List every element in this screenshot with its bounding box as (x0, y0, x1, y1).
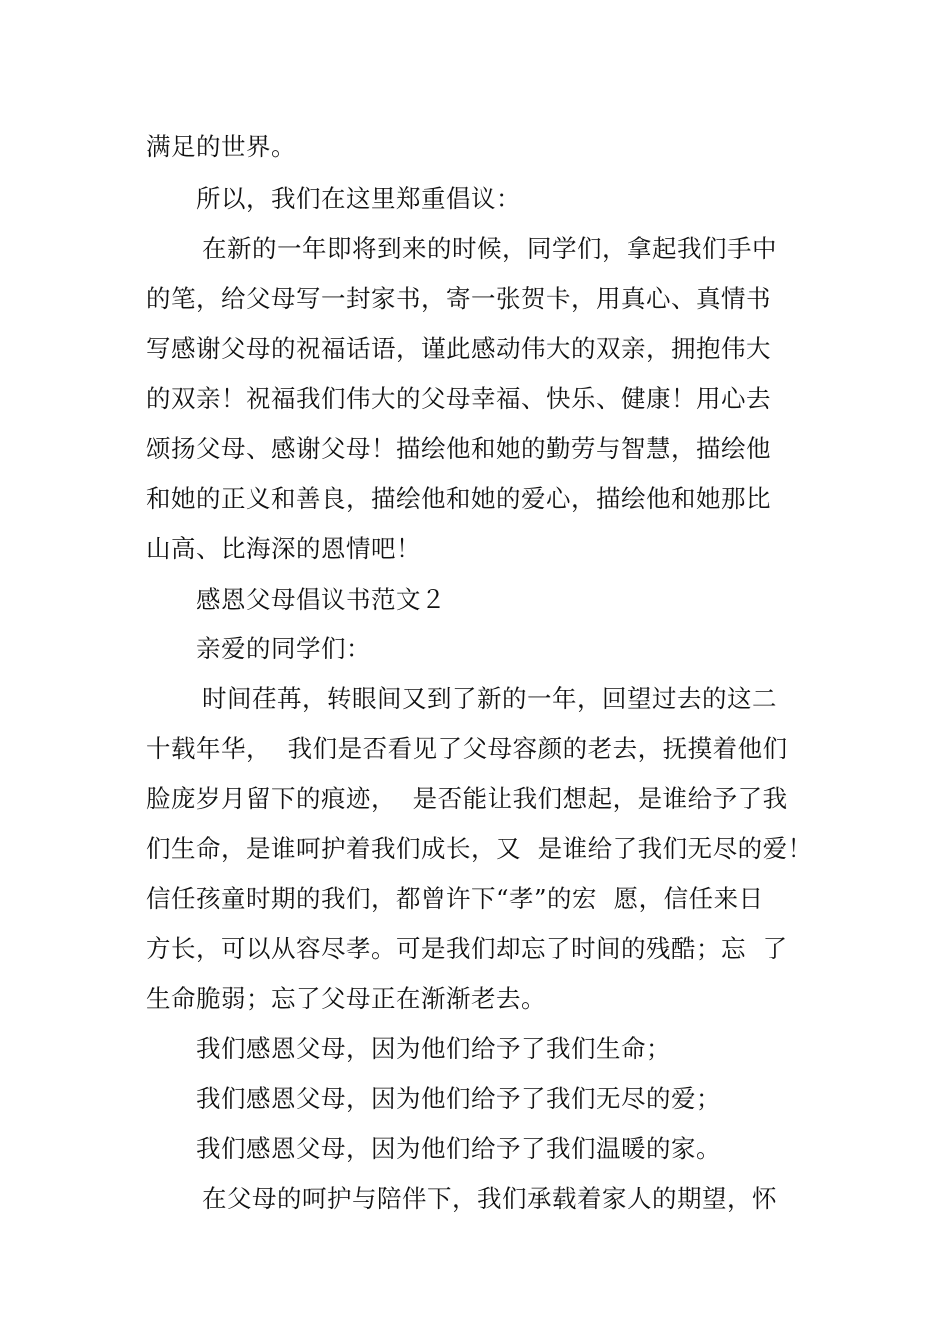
text-line: 写感谢父母的祝福话语，谨此感动伟大的双亲，拥抱伟大 (146, 334, 771, 363)
text-line: 信任孩童时期的我们，都曾许下“孝”的宏 愿，信任来日 (146, 884, 764, 913)
salutation: 亲爱的同学们： (196, 634, 371, 663)
text-line: 所以，我们在这里郑重倡议： (196, 184, 521, 213)
text-line: 颂扬父母、感谢父母！描绘他和她的勤劳与智慧，描绘他 (146, 434, 771, 463)
text-line: 的笔，给父母写一封家书，寄一张贺卡，用真心、真情书 (146, 284, 771, 313)
text-line: 脸庞岁月留下的痕迹， 是否能让我们想起，是谁给予了我 (146, 784, 788, 813)
text-line: 方长，可以从容尽孝。可是我们却忘了时间的残酷；忘 了 (146, 934, 788, 963)
text-line: 我们感恩父母，因为他们给予了我们温暖的家。 (196, 1134, 721, 1163)
text-line: 们生命，是谁呵护着我们成长，又 是谁给了我们无尽的爱！ (146, 834, 813, 863)
text-line: 和她的正义和善良，描绘他和她的爱心，描绘他和她那比 (146, 484, 771, 513)
text-line: 山高、比海深的恩情吧！ (146, 534, 421, 563)
section-heading: 感恩父母倡议书范文２ (196, 585, 446, 614)
text-line: 的双亲！祝福我们伟大的父母幸福、快乐、健康！用心去 (146, 384, 771, 413)
text-line: 在新的一年即将到来的时候，同学们，拿起我们手中 (202, 234, 777, 263)
text-line: 我们感恩父母，因为他们给予了我们生命； (196, 1034, 671, 1063)
text-line: 我们感恩父母，因为他们给予了我们无尽的爱； (196, 1084, 721, 1113)
text-line: 满足的世界。 (146, 132, 296, 161)
text-line: 时间荏苒，转眼间又到了新的一年，回望过去的这二 (202, 684, 777, 713)
text-line: 十载年华， 我们是否看见了父母容颜的老去，抚摸着他们 (146, 734, 788, 763)
text-line: 生命脆弱；忘了父母正在渐渐老去。 (146, 984, 546, 1013)
text-line: 在父母的呵护与陪伴下，我们承载着家人的期望，怀 (202, 1184, 777, 1213)
